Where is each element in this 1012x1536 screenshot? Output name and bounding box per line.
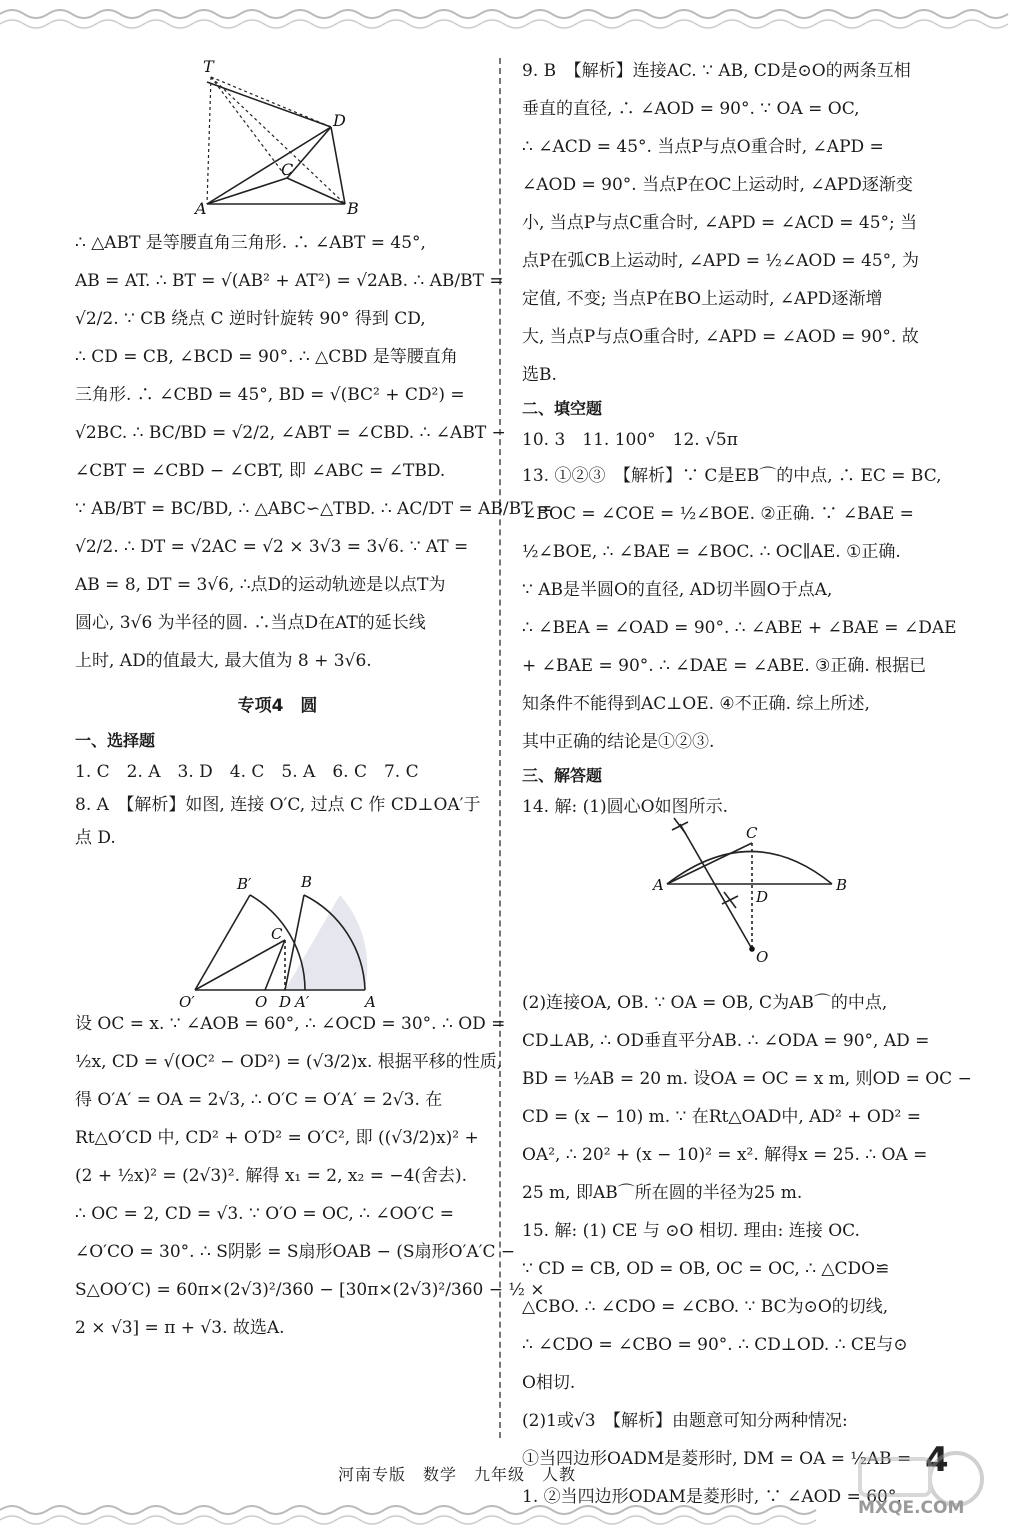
q13-line: 其中正确的结论是①②③. bbox=[522, 732, 715, 752]
figure-triangle-abt bbox=[75, 52, 480, 224]
left-text-line: ∠CBT = ∠CBD − ∠CBT, 即 ∠ABC = ∠TBD. bbox=[75, 461, 446, 481]
q15-line: 15. 解: (1) CE 与 ⊙O 相切. 理由: 连接 OC. bbox=[522, 1221, 860, 1241]
fig3-label-a: A bbox=[653, 876, 664, 894]
q9-line: 选B. bbox=[522, 365, 557, 385]
q9-line: ∠AOD = 90°. 当点P在OC上运动时, ∠APD逐渐变 bbox=[522, 175, 913, 195]
q15-line: (2)1或√3 【解析】由题意可知分两种情况: bbox=[522, 1411, 848, 1431]
footer-label: 河南专版 数学 九年级 人教 bbox=[338, 1465, 577, 1484]
fig2-label-c: C bbox=[271, 925, 283, 943]
q8-solution-line: ½x, CD = √(OC² − OD²) = (√3/2)x. 根据平移的性质, bbox=[75, 1052, 503, 1072]
fig1-label-t: T bbox=[203, 57, 214, 76]
q13-line: ∠BOC = ∠COE = ½∠BOE. ②正确. ∵ ∠BAE = bbox=[522, 504, 914, 524]
q8-line: 8. A 【解析】如图, 连接 O′C, 过点 C 作 CD⊥OA′于 bbox=[75, 795, 481, 815]
q14-line: (2)连接OA, OB. ∵ OA = OB, C为AB⌒的中点, bbox=[522, 993, 888, 1013]
q9-line: 垂直的直径, ∴ ∠AOD = 90°. ∵ OA = OC, bbox=[522, 99, 860, 119]
q8-solution-line: (2 + ½x)² = (2√3)². 解得 x₁ = 2, x₂ = −4(舍去). bbox=[75, 1166, 468, 1186]
left-text-line: ∴ CD = CB, ∠BCD = 90°. ∴ △CBD 是等腰直角 bbox=[75, 347, 458, 367]
q13-line: ∴ ∠BEA = ∠OAD = 90°. ∴ ∠ABE + ∠BAE = ∠DAE bbox=[522, 618, 957, 638]
q8-solution-line: 2 × √3] = π + √3. 故选A. bbox=[75, 1318, 285, 1338]
fig2-label-a: A bbox=[365, 993, 376, 1011]
left-text-line: ∴ △ABT 是等腰直角三角形. ∴ ∠ABT = 45°, bbox=[75, 233, 426, 253]
page-number: 4 bbox=[925, 1440, 949, 1480]
left-text-line: √2BC. ∴ BC/BD = √2/2, ∠ABT = ∠CBD. ∴ ∠ABT − bbox=[75, 423, 506, 443]
left-text-line: 三角形. ∴ ∠CBD = 45°, BD = √(BC² + CD²) = bbox=[75, 385, 465, 405]
part-heading-choice: 一、选择题 bbox=[75, 731, 156, 750]
q14-line: OA², ∴ 20² + (x − 10)² = x². 解得x = 25. ∴ OA = bbox=[522, 1145, 928, 1165]
q14-line: 25 m, 即AB⌒所在圆的半径为25 m. bbox=[522, 1183, 803, 1203]
q15-line: ∵ CD = CB, OD = OB, OC = OC, ∴ △CDO≌ bbox=[522, 1259, 890, 1279]
q13-line: ∵ AB是半圆O的直径, AD切半圆O于点A, bbox=[522, 580, 833, 600]
q15-line: ①当四边形OADM是菱形时, DM = OA = ½AB = bbox=[522, 1449, 912, 1469]
q8-line: 点 D. bbox=[75, 828, 116, 848]
fig3-label-c: C bbox=[746, 824, 758, 842]
answers-10-12: 10. 3 11. 100° 12. √5π bbox=[522, 430, 738, 450]
q8-solution-line: ∴ OC = 2, CD = √3. ∵ O′O = OC, ∴ ∠OO′C = bbox=[75, 1204, 454, 1224]
q9-line: ∴ ∠ACD = 45°. 当点P与点O重合时, ∠APD = bbox=[522, 137, 884, 157]
q15-line: △CBO. ∴ ∠CDO = ∠CBO. ∵ BC为⊙O的切线, bbox=[522, 1297, 889, 1317]
right-column bbox=[522, 52, 972, 1516]
part-heading-fill: 二、填空题 bbox=[522, 399, 603, 418]
q9-line: 点P在弧CB上运动时, ∠APD = ½∠AOD = 45°, 为 bbox=[522, 251, 919, 271]
q14-line: BD = ½AB = 20 m. 设OA = OC = x m, 则OD = OC − bbox=[522, 1069, 972, 1089]
q9-line: 小, 当点P与点C重合时, ∠APD = ∠ACD = 45°; 当 bbox=[522, 213, 918, 233]
fig1-label-a: A bbox=[195, 199, 207, 218]
q13-line: + ∠BAE = 90°. ∴ ∠DAE = ∠ABE. ③正确. 根据已 bbox=[522, 656, 927, 676]
q15-line: 1. ②当四边形ODAM是菱形时, ∵ ∠AOD = 60°, bbox=[522, 1487, 902, 1507]
watermark-text: MXQE.COM bbox=[858, 1498, 965, 1518]
part-heading-answer: 三、解答题 bbox=[522, 766, 603, 785]
figure-arc-construction bbox=[522, 824, 952, 984]
figure-sector-translation bbox=[75, 855, 480, 1011]
q14-line: CD = (x − 10) m. ∵ 在Rt△OAD中, AD² + OD² = bbox=[522, 1107, 921, 1127]
q8-solution-line: Rt△O′CD 中, CD² + O′D² = O′C², 即 ((√3/2)x)² + bbox=[75, 1128, 479, 1148]
fig3-label-b: B bbox=[836, 876, 848, 894]
fig2-label-bprime: B′ bbox=[237, 875, 252, 893]
q14-intro: 14. 解: (1)圆心O如图所示. bbox=[522, 797, 728, 817]
fig2-label-b: B bbox=[301, 873, 313, 891]
fig2-label-o: O bbox=[255, 993, 268, 1011]
left-text-line: √2/2. ∵ CB 绕点 C 逆时针旋转 90° 得到 CD, bbox=[75, 309, 426, 329]
answers-1-7: 1. C 2. A 3. D 4. C 5. A 6. C 7. C bbox=[75, 762, 419, 782]
fig2-label-d: D bbox=[279, 993, 292, 1011]
fig1-label-c: C bbox=[281, 160, 294, 179]
q9-line: 大, 当点P与点O重合时, ∠APD = ∠AOD = 90°. 故 bbox=[522, 327, 919, 347]
q9-line: 9. B 【解析】连接AC. ∵ AB, CD是⊙O的两条互相 bbox=[522, 61, 911, 81]
q8-solution-line: ∠O′CO = 30°. ∴ S阴影 = S扇形OAB − (S扇形O′A′C − bbox=[75, 1242, 516, 1262]
fig1-label-d: D bbox=[333, 111, 346, 130]
section-title: 专项4 圆 bbox=[237, 696, 318, 716]
top-wave-border bbox=[0, 4, 1012, 34]
bottom-wave-border bbox=[0, 1500, 1012, 1530]
q8-solution-line: 得 O′A′ = OA = 2√3, ∴ O′C = O′A′ = 2√3. 在 bbox=[75, 1090, 443, 1110]
fig2-label-aprime: A′ bbox=[295, 993, 310, 1011]
q14-line: CD⊥AB, ∴ OD垂直平分AB. ∴ ∠ODA = 90°, AD = bbox=[522, 1031, 930, 1051]
left-text-line: AB = AT. ∴ BT = √(AB² + AT²) = √2AB. ∴ AB/BT = bbox=[75, 271, 504, 291]
fig3-label-o: O bbox=[756, 948, 769, 966]
left-text-line: AB = 8, DT = 3√6, ∴点D的运动轨迹是以点T为 bbox=[75, 575, 446, 595]
q15-line: O相切. bbox=[522, 1373, 576, 1393]
q13-line: 知条件不能得到AC⊥OE. ④不正确. 综上所述, bbox=[522, 694, 870, 714]
q9-line: 定值, 不变; 当点P在BO上运动时, ∠APD逐渐增 bbox=[522, 289, 883, 309]
q8-solution-line: S△OO′C) = 60π×(2√3)²/360 − [30π×(2√3)²/360 − ½ × bbox=[75, 1280, 545, 1300]
fig1-label-b: B bbox=[347, 199, 359, 218]
column-divider bbox=[499, 58, 501, 1438]
left-text-line: √2/2. ∴ DT = √2AC = √2 × 3√3 = 3√6. ∵ AT = bbox=[75, 537, 469, 557]
fig3-label-d: D bbox=[756, 888, 769, 906]
fig2-label-oprime: O′ bbox=[179, 993, 195, 1011]
left-text-line: 上时, AD的值最大, 最大值为 8 + 3√6. bbox=[75, 651, 372, 671]
q15-line: ∴ ∠CDO = ∠CBO = 90°. ∴ CD⊥OD. ∴ CE与⊙ bbox=[522, 1335, 908, 1355]
q13-line: 13. ①②③ 【解析】∵ C是EB⌒的中点, ∴ EC = BC, bbox=[522, 466, 942, 486]
left-text-line: 圆心, 3√6 为半径的圆. ∴当点D在AT的延长线 bbox=[75, 613, 426, 633]
q8-solution-line: 设 OC = x. ∵ ∠AOB = 60°, ∴ ∠OCD = 30°. ∴ OD = bbox=[75, 1014, 506, 1034]
q13-line: ½∠BOE, ∴ ∠BAE = ∠BOC. ∴ OC∥AE. ①正确. bbox=[522, 542, 901, 562]
left-text-line: ∵ AB/BT = BC/BD, ∴ △ABC∽△TBD. ∴ AC/DT = AB/BT = bbox=[75, 499, 553, 519]
